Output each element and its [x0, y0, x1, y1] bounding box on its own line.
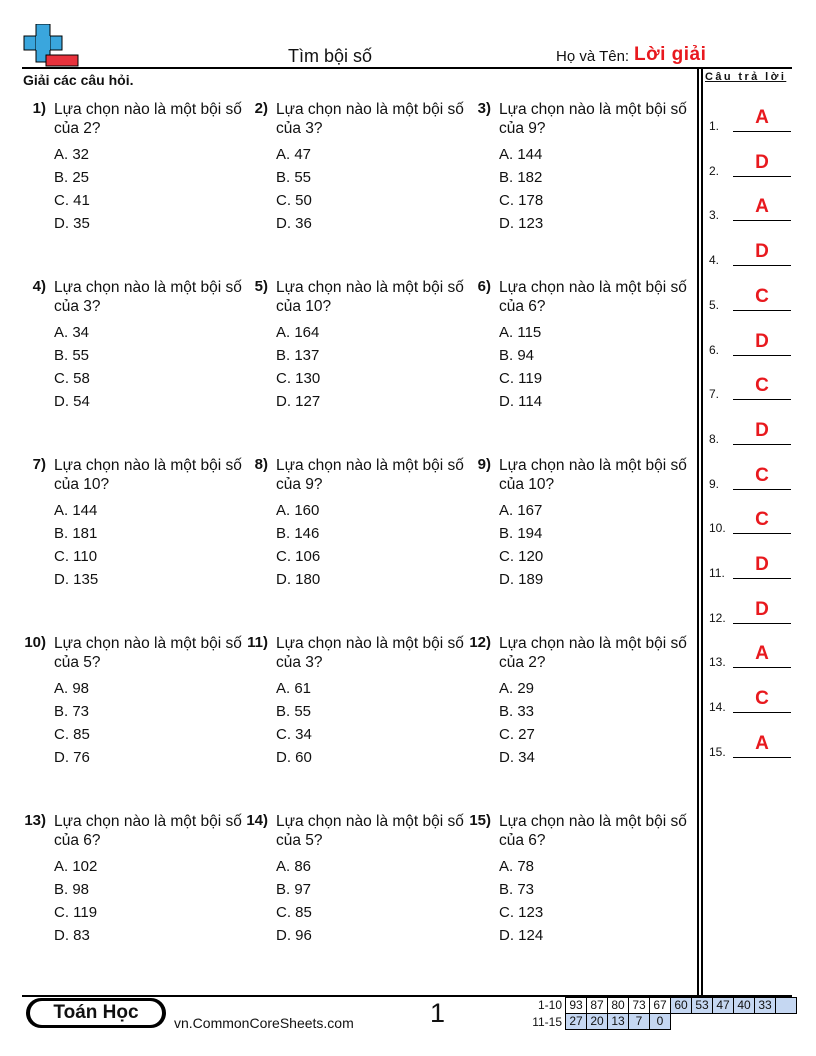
question-number: 8) [254, 456, 268, 473]
question-text: Lựa chọn nào là một bội số của 6? [54, 813, 242, 849]
answer-option: C. 119 [54, 904, 98, 921]
question [463, 634, 687, 804]
question-number: 1) [32, 100, 46, 117]
answer-row [708, 598, 794, 633]
answer-option: A. 47 [276, 146, 312, 163]
answer-letter: C [755, 509, 769, 531]
answer-number: 15. [709, 744, 726, 759]
answer-option: A. 115 [499, 324, 542, 341]
answer-option: B. 137 [276, 347, 320, 364]
answer-option: C. 119 [499, 370, 543, 387]
answer-option: B. 97 [276, 881, 312, 898]
answer-option: B. 55 [276, 169, 312, 186]
question-number: 14) [246, 812, 268, 829]
score-cell: 80 [608, 998, 629, 1014]
answer-column-divider [697, 67, 699, 995]
question [463, 100, 687, 270]
question-text: Lựa chọn nào là một bội số của 10? [276, 279, 464, 315]
score-row [566, 998, 797, 1014]
answer-letter: C [755, 375, 769, 397]
answer-option: C. 50 [276, 192, 312, 209]
answer-option: A. 160 [276, 502, 320, 519]
question-text: Lựa chọn nào là một bội số của 2? [54, 101, 242, 137]
answer-option: D. 60 [276, 749, 312, 766]
answer-option: B. 98 [54, 881, 90, 898]
option-list [499, 855, 543, 947]
answer-number: 8. [709, 431, 720, 446]
question-text: Lựa chọn nào là một bội số của 9? [276, 457, 464, 493]
option-list [54, 321, 90, 413]
option-list [54, 855, 97, 947]
answer-option: A. 98 [54, 680, 90, 697]
answer-number: 3. [709, 208, 720, 223]
question-number: 11) [247, 634, 268, 651]
site-url: vn.CommonCoreSheets.com [174, 1015, 354, 1031]
instructions: Giải các câu hỏi. [23, 72, 134, 88]
question-text: Lựa chọn nào là một bội số của 5? [276, 813, 464, 849]
stats-label-1: 1-10 [537, 998, 562, 1012]
question-number: 5) [254, 278, 268, 295]
answer-option: B. 55 [276, 703, 312, 720]
answer-option: C. 120 [499, 548, 544, 565]
answer-option: A. 144 [54, 502, 98, 519]
question [18, 634, 242, 804]
question-text: Lựa chọn nào là một bội số của 5? [54, 635, 242, 671]
option-list [276, 855, 312, 947]
answer-option: A. 34 [54, 324, 90, 341]
answer-letter: A [755, 732, 769, 754]
question-number: 12) [469, 634, 491, 651]
answer-option: B. 33 [499, 703, 535, 720]
answer-row [708, 241, 794, 275]
answer-option: B. 73 [54, 703, 90, 720]
answer-option: D. 35 [54, 215, 90, 232]
answer-option: D. 54 [54, 393, 90, 410]
question-text: Lựa chọn nào là một bội số của 6? [499, 279, 687, 315]
name-value: Lời giải [634, 44, 707, 65]
answer-line [733, 489, 791, 490]
answer-row [708, 151, 794, 186]
answer-option: D. 96 [276, 927, 312, 944]
option-list [54, 143, 90, 235]
score-cell [776, 998, 797, 1014]
answer-row [708, 375, 794, 409]
score-cell: 13 [608, 1014, 629, 1030]
answer-option: D. 135 [54, 571, 99, 588]
answer-key-heading: Câu trả lời [705, 71, 787, 83]
option-list [499, 677, 535, 769]
score-cell: 60 [671, 998, 692, 1014]
answer-option: C. 41 [54, 192, 90, 209]
question-text: Lựa chọn nào là một bội số của 9? [499, 101, 687, 137]
question-number: 9) [477, 456, 491, 473]
question [18, 278, 242, 448]
answer-letter: D [755, 330, 769, 352]
question-number: 15) [469, 812, 491, 829]
answer-letter: C [755, 464, 769, 486]
score-cell: 93 [566, 998, 587, 1014]
question-text: Lựa chọn nào là một bội số của 3? [276, 101, 464, 137]
score-cell: 7 [629, 1014, 650, 1030]
question [240, 634, 464, 804]
answer-line [733, 399, 791, 400]
answer-option: D. 180 [276, 571, 321, 588]
answer-number: 11. [709, 566, 725, 580]
answer-option: D. 83 [54, 927, 90, 944]
question [463, 456, 687, 626]
question [18, 812, 242, 982]
score-spacer [734, 1014, 755, 1030]
brand-badge [26, 998, 166, 1028]
brand-label: Toán Học [30, 1001, 162, 1025]
score-spacer [713, 1014, 734, 1030]
question-number: 2) [254, 100, 268, 117]
answer-option: C. 58 [54, 370, 90, 387]
answer-row [708, 419, 794, 454]
answer-line [733, 220, 791, 221]
answer-number: 6. [709, 342, 720, 357]
option-list [54, 677, 90, 769]
answer-option: D. 189 [499, 571, 544, 588]
answer-option: A. 144 [499, 146, 543, 163]
answer-option: D. 36 [276, 215, 312, 232]
page-title: Tìm bội số [287, 46, 373, 66]
answer-option: A. 167 [499, 502, 543, 519]
question-number: 3) [477, 100, 491, 117]
answer-row [708, 732, 794, 767]
question [240, 456, 464, 626]
option-list [54, 499, 98, 591]
option-list [499, 499, 543, 591]
answer-letter: D [755, 598, 769, 620]
answer-row [708, 196, 794, 230]
answer-option: D. 114 [499, 393, 543, 410]
answer-option: C. 34 [276, 726, 312, 743]
answer-line [733, 355, 791, 356]
answer-row [708, 554, 794, 588]
score-row [566, 1014, 797, 1030]
answer-line [733, 757, 791, 758]
question [463, 278, 687, 448]
answer-row [708, 285, 794, 320]
question [463, 812, 687, 982]
score-cell: 73 [629, 998, 650, 1014]
answer-option: B. 94 [499, 347, 535, 364]
answer-letter: C [755, 688, 769, 710]
answer-option: C. 85 [54, 726, 90, 743]
option-list [276, 677, 312, 769]
question-text: Lựa chọn nào là một bội số của 10? [54, 457, 242, 493]
answer-line [733, 667, 791, 668]
answer-row [708, 464, 794, 499]
question-number: 7) [32, 456, 46, 473]
question-number: 6) [477, 278, 491, 295]
answer-option: C. 123 [499, 904, 544, 921]
question [240, 812, 464, 982]
answer-row [708, 688, 794, 722]
answer-option: C. 27 [499, 726, 535, 743]
answer-line [733, 176, 791, 177]
answer-option: B. 25 [54, 169, 90, 186]
option-list [276, 143, 312, 235]
answer-option: B. 146 [276, 525, 320, 542]
question-text: Lựa chọn nào là một bội số của 3? [54, 279, 242, 315]
answer-row [708, 330, 794, 365]
score-spacer [692, 1014, 713, 1030]
answer-option: D. 124 [499, 927, 544, 944]
answer-row [708, 107, 794, 141]
answer-option: A. 29 [499, 680, 535, 697]
score-cell: 20 [587, 1014, 608, 1030]
answer-letter: A [755, 196, 769, 218]
answer-row [708, 509, 794, 543]
question-text: Lựa chọn nào là một bội số của 10? [499, 457, 687, 493]
answer-number: 14. [709, 700, 726, 715]
answer-column-divider [701, 67, 703, 995]
answer-line [733, 131, 791, 132]
answer-letter: A [755, 643, 769, 665]
answer-option: C. 110 [54, 548, 98, 565]
answer-option: A. 61 [276, 680, 312, 697]
answer-option: D. 127 [276, 393, 321, 410]
score-cell: 27 [566, 1014, 587, 1030]
answer-option: D. 123 [499, 215, 544, 232]
answer-option: C. 106 [276, 548, 321, 565]
answer-line [733, 265, 791, 266]
plus-minus-logo-icon [22, 24, 80, 68]
answer-letter: D [755, 151, 769, 173]
answer-option: C. 85 [276, 904, 312, 921]
question-number: 13) [24, 812, 46, 829]
score-spacer [776, 1014, 797, 1030]
score-table [565, 997, 797, 1030]
question [240, 100, 464, 270]
answer-number: 5. [709, 297, 720, 312]
answer-number: 12. [709, 610, 726, 625]
answer-letter: D [755, 241, 769, 263]
score-spacer [671, 1014, 692, 1030]
answer-option: A. 32 [54, 146, 90, 163]
answer-option: B. 181 [54, 525, 98, 542]
answer-line [733, 533, 791, 534]
question-text: Lựa chọn nào là một bội số của 3? [276, 635, 464, 671]
score-cell: 0 [650, 1014, 671, 1030]
answer-number: 2. [709, 163, 720, 178]
question-number: 4) [32, 278, 46, 295]
answer-number: 7. [709, 387, 720, 402]
answer-option: C. 178 [499, 192, 544, 209]
score-cell: 40 [734, 998, 755, 1014]
answer-line [733, 444, 791, 445]
question [18, 456, 242, 626]
answer-letter: D [755, 554, 769, 575]
name-label: Họ và Tên: [556, 48, 630, 65]
answer-option: A. 164 [276, 324, 320, 341]
score-cell: 87 [587, 998, 608, 1014]
answer-letter: A [755, 107, 769, 128]
answer-row [708, 643, 794, 677]
answer-number: 10. [709, 521, 726, 536]
question [18, 100, 242, 270]
answer-option: A. 86 [276, 858, 312, 875]
page-number: 1 [430, 998, 446, 1028]
option-list [276, 321, 320, 413]
header-divider [22, 67, 792, 69]
answer-option: D. 34 [499, 749, 535, 766]
answer-letter: C [755, 285, 769, 307]
option-list [499, 321, 542, 413]
answer-number: 13. [709, 655, 726, 670]
answer-line [733, 623, 791, 624]
answer-option: B. 55 [54, 347, 90, 364]
answer-line [733, 310, 791, 311]
answer-option: B. 73 [499, 881, 535, 898]
option-list [499, 143, 543, 235]
answer-number: 9. [709, 476, 720, 491]
stats-label-2: 11-15 [532, 1015, 562, 1029]
question-text: Lựa chọn nào là một bội số của 6? [499, 813, 687, 849]
answer-option: B. 182 [499, 169, 543, 186]
score-cell: 53 [692, 998, 713, 1014]
question-text: Lựa chọn nào là một bội số của 2? [499, 635, 687, 671]
question-number: 10) [24, 634, 46, 651]
answer-option: A. 78 [499, 858, 535, 875]
answer-option: B. 194 [499, 525, 543, 542]
answer-option: D. 76 [54, 749, 90, 766]
answer-line [733, 578, 791, 579]
answer-option: A. 102 [54, 858, 98, 875]
score-cell: 33 [755, 998, 776, 1014]
answer-letter: D [755, 419, 769, 441]
score-spacer [755, 1014, 776, 1030]
score-cell: 47 [713, 998, 734, 1014]
option-list [276, 499, 320, 591]
answer-line [733, 712, 791, 713]
score-cell: 67 [650, 998, 671, 1014]
answer-option: C. 130 [276, 370, 321, 387]
answer-number: 4. [709, 253, 720, 268]
question [240, 278, 464, 448]
answer-number: 1. [709, 119, 720, 133]
